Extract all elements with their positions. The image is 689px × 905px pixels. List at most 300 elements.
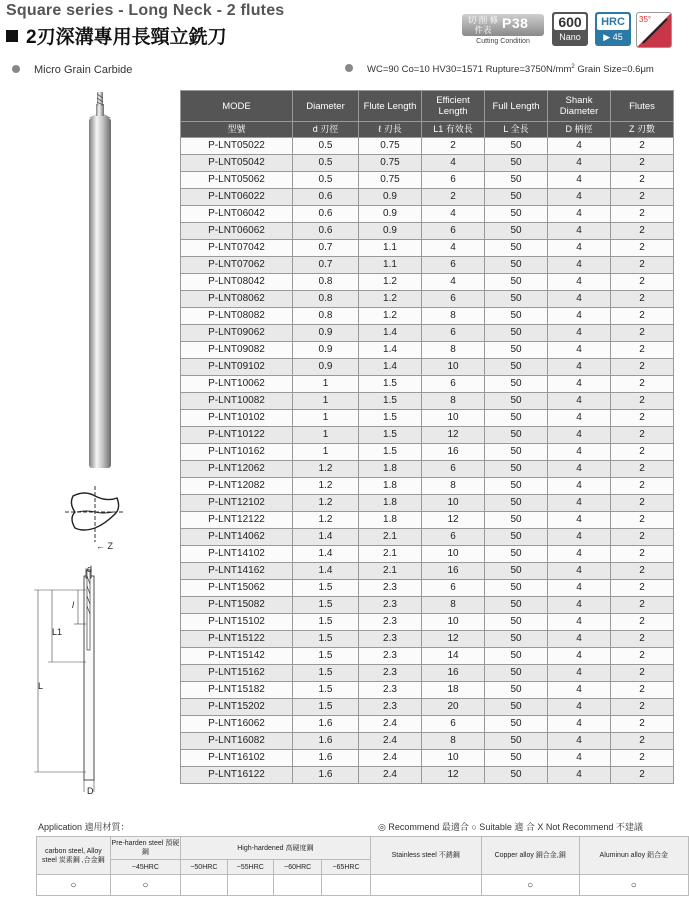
table-cell: 50 [485,546,548,563]
table-cell: 4 [548,512,611,529]
bullet-dot-icon [345,64,353,72]
table-cell: 1.8 [359,478,422,495]
column-subheader: ℓ 刃長 [359,122,422,138]
table-cell: 2 [611,478,674,495]
table-cell: 2 [611,512,674,529]
table-cell: 1.6 [293,733,359,750]
table-cell: 4 [548,767,611,784]
table-cell: 4 [548,546,611,563]
table-cell: 2 [611,240,674,257]
table-row [181,461,674,478]
col-pre-harden-hrc: ~45HRC [110,860,180,875]
table-cell: 8 [422,342,485,359]
table-cell: 0.5 [293,155,359,172]
table-cell: 0.9 [359,206,422,223]
table-cell: 10 [422,410,485,427]
table-cell: 2 [611,138,674,155]
spec-superscript: 2 [571,64,575,70]
table-cell: 1.2 [293,495,359,512]
table-cell: 1.4 [293,563,359,580]
table-row [181,699,674,716]
table-cell: 50 [485,223,548,240]
coating-name: Nano [559,32,581,42]
table-row [181,206,674,223]
bullet-dot-icon [12,65,20,73]
table-cell: P-LNT14062 [181,529,293,546]
table-cell: 2.4 [359,750,422,767]
table-cell: P-LNT10062 [181,376,293,393]
table-cell: 50 [485,767,548,784]
table-cell: 50 [485,359,548,376]
table-row [181,597,674,614]
table-cell: 50 [485,444,548,461]
table-cell: 1.2 [359,308,422,325]
table-cell: 2.3 [359,648,422,665]
table-cell: 4 [548,138,611,155]
table-row [181,563,674,580]
table-cell: 50 [485,665,548,682]
table-cell: 1.2 [359,274,422,291]
table-cell: 50 [485,138,548,155]
table-cell: 50 [485,274,548,291]
table-cell: 2.3 [359,682,422,699]
table-cell: 2 [611,631,674,648]
table-cell: P-LNT10122 [181,427,293,444]
table-cell: 1.5 [359,376,422,393]
table-cell: P-LNT15202 [181,699,293,716]
helix-angle-value: 35° [639,15,652,24]
table-cell: 1.6 [293,767,359,784]
table-cell: 2.4 [359,716,422,733]
table-row [181,376,674,393]
table-cell: P-LNT05022 [181,138,293,155]
table-cell: 12 [422,631,485,648]
table-cell: 50 [485,597,548,614]
square-bullet-icon [6,30,18,42]
table-cell: 1 [293,427,359,444]
table-cell: 4 [548,631,611,648]
table-cell: 0.8 [293,274,359,291]
dim-d-label: d [87,564,93,574]
table-row [181,274,674,291]
table-cell: 2 [611,529,674,546]
table-cell: 2 [611,257,674,274]
table-cell: P-LNT12102 [181,495,293,512]
table-cell: 4 [548,580,611,597]
table-cell: 2 [611,461,674,478]
table-row [181,631,674,648]
table-cell: 4 [548,155,611,172]
dim-l-label: l [72,600,74,610]
table-cell: 2 [611,563,674,580]
table-row [181,291,674,308]
table-cell: 50 [485,495,548,512]
table-cell: 2 [611,444,674,461]
table-row [181,189,674,206]
table-row [181,155,674,172]
spec-text-b: Grain Size=0.6μm [574,64,654,76]
table-cell: 50 [485,733,548,750]
material-spec-right [345,64,654,75]
table-cell: 1.8 [359,495,422,512]
table-cell: P-LNT06042 [181,206,293,223]
table-cell: 4 [548,427,611,444]
table-cell: 4 [548,223,611,240]
table-row [181,325,674,342]
table-cell: 4 [548,291,611,308]
table-cell: 18 [422,682,485,699]
table-cell: 2.3 [359,614,422,631]
table-cell: 0.5 [293,172,359,189]
table-cell: 2 [611,291,674,308]
table-cell: 6 [422,257,485,274]
title-english: Square series - Long Neck - 2 flutes [6,2,285,19]
cutting-condition-code: P38 [502,15,529,31]
table-cell: 0.6 [293,206,359,223]
table-cell: 1.1 [359,240,422,257]
table-cell: 12 [422,427,485,444]
z-label: Z [107,541,114,551]
table-cell: 50 [485,580,548,597]
table-cell: 1.4 [359,342,422,359]
table-cell: 1.1 [359,257,422,274]
col-high-hardened: High-hardened 高硬度鋼 [181,837,371,860]
coating-badge [552,12,588,46]
table-cell: 50 [485,699,548,716]
table-cell: 50 [485,478,548,495]
table-cell: 2 [611,682,674,699]
table-cell: P-LNT09062 [181,325,293,342]
table-row [181,478,674,495]
hrc-badge [595,12,631,46]
table-cell: 50 [485,189,548,206]
col-pre-harden: Pre-harden steel 預硬鋼 [110,837,180,860]
table-cell: 50 [485,614,548,631]
table-cell: 2.1 [359,546,422,563]
sym-hard-65 [322,875,370,896]
table-cell: 50 [485,308,548,325]
table-cell: 12 [422,767,485,784]
table-cell: 50 [485,291,548,308]
table-row [181,733,674,750]
table-cell: P-LNT15062 [181,580,293,597]
table-cell: 8 [422,733,485,750]
table-cell: 2 [611,206,674,223]
table-cell: 4 [548,563,611,580]
table-row [181,410,674,427]
table-cell: 50 [485,342,548,359]
column-header: Flute Length [359,91,422,122]
table-header-row [181,91,674,122]
table-cell: 4 [548,172,611,189]
dim-L1-label: L1 [52,627,63,637]
table-cell: 2 [611,325,674,342]
sym-copper: ○ [481,875,579,896]
table-cell: 6 [422,376,485,393]
table-row [181,648,674,665]
table-cell: 2 [611,733,674,750]
table-cell: 2.3 [359,631,422,648]
table-cell: 4 [548,716,611,733]
table-cell: P-LNT15142 [181,648,293,665]
table-cell: 1.5 [359,393,422,410]
table-cell: 1 [293,410,359,427]
table-cell: 1 [293,393,359,410]
table-cell: 4 [548,444,611,461]
table-cell: 2.4 [359,767,422,784]
table-cell: 1.8 [359,512,422,529]
table-cell: 2.4 [359,733,422,750]
table-cell: P-LNT12082 [181,478,293,495]
table-cell: 1.4 [359,359,422,376]
table-row [181,614,674,631]
table-cell: 6 [422,291,485,308]
table-cell: 6 [422,461,485,478]
table-cell: P-LNT09082 [181,342,293,359]
col-stainless: Stainless steel 不銹鋼 [370,837,481,875]
table-row [181,529,674,546]
table-row [181,546,674,563]
table-cell: 2.1 [359,529,422,546]
table-cell: 50 [485,376,548,393]
table-cell: 4 [548,529,611,546]
table-cell: 0.75 [359,155,422,172]
table-cell: 2 [611,648,674,665]
column-subheader: D 柄徑 [548,122,611,138]
table-cell: 4 [548,393,611,410]
table-cell: 50 [485,682,548,699]
application-table [36,836,689,896]
material-spec-left [12,64,132,76]
table-cell: 14 [422,648,485,665]
table-cell: 2 [611,410,674,427]
table-cell: 4 [548,410,611,427]
table-cell: 0.9 [293,342,359,359]
table-cell: P-LNT16062 [181,716,293,733]
table-cell: 1.5 [359,427,422,444]
table-cell: 2 [611,495,674,512]
table-cell: 0.6 [293,223,359,240]
table-cell: 1.5 [359,444,422,461]
table-cell: 50 [485,563,548,580]
hrc-value: ▶ 45 [603,32,623,42]
table-cell: 10 [422,546,485,563]
table-cell: 50 [485,461,548,478]
table-cell: 2 [611,342,674,359]
table-cell: P-LNT09102 [181,359,293,376]
table-cell: 2.1 [359,563,422,580]
table-row [181,716,674,733]
table-row [181,393,674,410]
table-cell: P-LNT15082 [181,597,293,614]
application-legend: ◎ Recommend 最適合 ○ Suitable 適 合 X Not Recommend 不建議 [378,822,643,832]
table-cell: 4 [548,699,611,716]
table-cell: 16 [422,665,485,682]
table-cell: 50 [485,529,548,546]
cutting-condition-badge [462,14,544,36]
table-cell: 50 [485,750,548,767]
table-cell: 2 [611,172,674,189]
arrow-left-icon: ← [96,541,105,551]
table-cell: 0.7 [293,257,359,274]
title-chinese [6,22,227,49]
column-subheader: d 刃徑 [293,122,359,138]
sym-hard-55 [227,875,273,896]
cutting-condition-zh: 切 削 條件表 [467,15,499,35]
table-cell: 2 [611,665,674,682]
table-cell: P-LNT14102 [181,546,293,563]
table-subheader-row [181,122,674,138]
table-cell: 4 [422,240,485,257]
table-cell: 1.6 [293,750,359,767]
table-cell: P-LNT07042 [181,240,293,257]
table-cell: 2 [611,546,674,563]
table-cell: 2 [611,614,674,631]
table-cell: 2 [422,189,485,206]
table-cell: 1.4 [359,325,422,342]
dimension-drawing [30,562,120,802]
table-cell: 50 [485,648,548,665]
table-cell: 20 [422,699,485,716]
table-cell: 10 [422,750,485,767]
table-cell: P-LNT15162 [181,665,293,682]
table-row [181,665,674,682]
column-header: Full Length [485,91,548,122]
hrc-label: HRC [597,14,629,30]
table-cell: 4 [548,597,611,614]
sym-stainless [370,875,481,896]
title-chinese-text: 2刃深溝專用長頸立銑刀 [26,27,227,48]
product-spec-table [180,90,674,784]
table-cell: 0.8 [293,291,359,308]
table-cell: 50 [485,257,548,274]
table-cell: 6 [422,172,485,189]
table-cell: P-LNT15182 [181,682,293,699]
table-cell: 2 [611,597,674,614]
application-label: Application 適用材質： [38,822,130,832]
table-cell: 10 [422,495,485,512]
table-body [181,138,674,784]
table-cell: 0.9 [293,325,359,342]
table-cell: P-LNT05062 [181,172,293,189]
table-cell: 8 [422,393,485,410]
table-cell: 1.5 [293,665,359,682]
table-cell: P-LNT14162 [181,563,293,580]
table-cell: 1.5 [293,631,359,648]
column-header: MODE [181,91,293,122]
col-hard-60: ~60HRC [274,860,322,875]
table-cell: 2.3 [359,580,422,597]
table-row [181,240,674,257]
table-cell: P-LNT15102 [181,614,293,631]
table-cell: 2 [422,138,485,155]
table-cell: P-LNT16122 [181,767,293,784]
coating-number: 600 [554,14,586,30]
table-cell: 1.2 [359,291,422,308]
table-cell: 2 [611,359,674,376]
spec-text-a: WC=90 Co=10 HV30=1571 Rupture=3750N/mm [367,64,572,76]
col-hard-65: ~65HRC [322,860,370,875]
table-cell: 50 [485,325,548,342]
table-cell: 4 [548,325,611,342]
table-row [181,342,674,359]
table-cell: P-LNT08062 [181,291,293,308]
table-row [181,750,674,767]
table-cell: 4 [548,614,611,631]
column-subheader: L1 有效長 [422,122,485,138]
column-subheader: 型號 [181,122,293,138]
table-cell: 2 [611,376,674,393]
table-cell: 50 [485,410,548,427]
table-cell: 6 [422,716,485,733]
table-cell: 4 [548,478,611,495]
table-cell: 10 [422,614,485,631]
table-cell: 2 [611,189,674,206]
table-cell: 50 [485,631,548,648]
table-cell: P-LNT16102 [181,750,293,767]
column-header: Efficient Length [422,91,485,122]
table-cell: 2 [611,223,674,240]
sym-hard-60 [274,875,322,896]
table-cell: 4 [548,206,611,223]
table-cell: 4 [548,648,611,665]
table-cell: 2 [611,155,674,172]
table-cell: 2.3 [359,699,422,716]
sym-prehard: ○ [110,875,180,896]
table-cell: 1.2 [293,461,359,478]
table-row [181,682,674,699]
table-cell: 1.2 [293,478,359,495]
table-row [181,512,674,529]
table-cell: 6 [422,325,485,342]
table-row [181,580,674,597]
table-cell: 1.5 [293,597,359,614]
col-hard-55: ~55HRC [227,860,273,875]
sym-aluminum: ○ [579,875,688,896]
col-carbon-steel: carbon steel, Alloy steel 炭素鋼 ,合金鋼 [37,837,111,875]
table-cell: P-LNT06062 [181,223,293,240]
table-cell: 1.5 [293,580,359,597]
table-cell: 4 [422,206,485,223]
table-cell: 50 [485,512,548,529]
table-cell: 4 [548,189,611,206]
table-cell: P-LNT05042 [181,155,293,172]
table-cell: 1.5 [359,410,422,427]
dim-L-label: L [38,681,44,691]
col-aluminum: Aluminun alloy 鋁合金 [579,837,688,875]
table-cell: 16 [422,563,485,580]
table-cell: 50 [485,427,548,444]
table-cell: 1 [293,376,359,393]
table-row [181,359,674,376]
table-row [181,495,674,512]
table-cell: 0.75 [359,172,422,189]
table-cell: 1.4 [293,546,359,563]
table-cell: 0.75 [359,138,422,155]
table-cell: 4 [422,274,485,291]
table-cell: 0.9 [359,223,422,240]
table-cell: 4 [548,376,611,393]
table-cell: 2 [611,580,674,597]
table-cell: 50 [485,240,548,257]
table-cell: 8 [422,478,485,495]
table-cell: 2 [611,750,674,767]
column-subheader: L 全長 [485,122,548,138]
table-cell: 1.6 [293,716,359,733]
table-cell: 4 [548,274,611,291]
table-cell: 4 [548,682,611,699]
table-row [181,427,674,444]
